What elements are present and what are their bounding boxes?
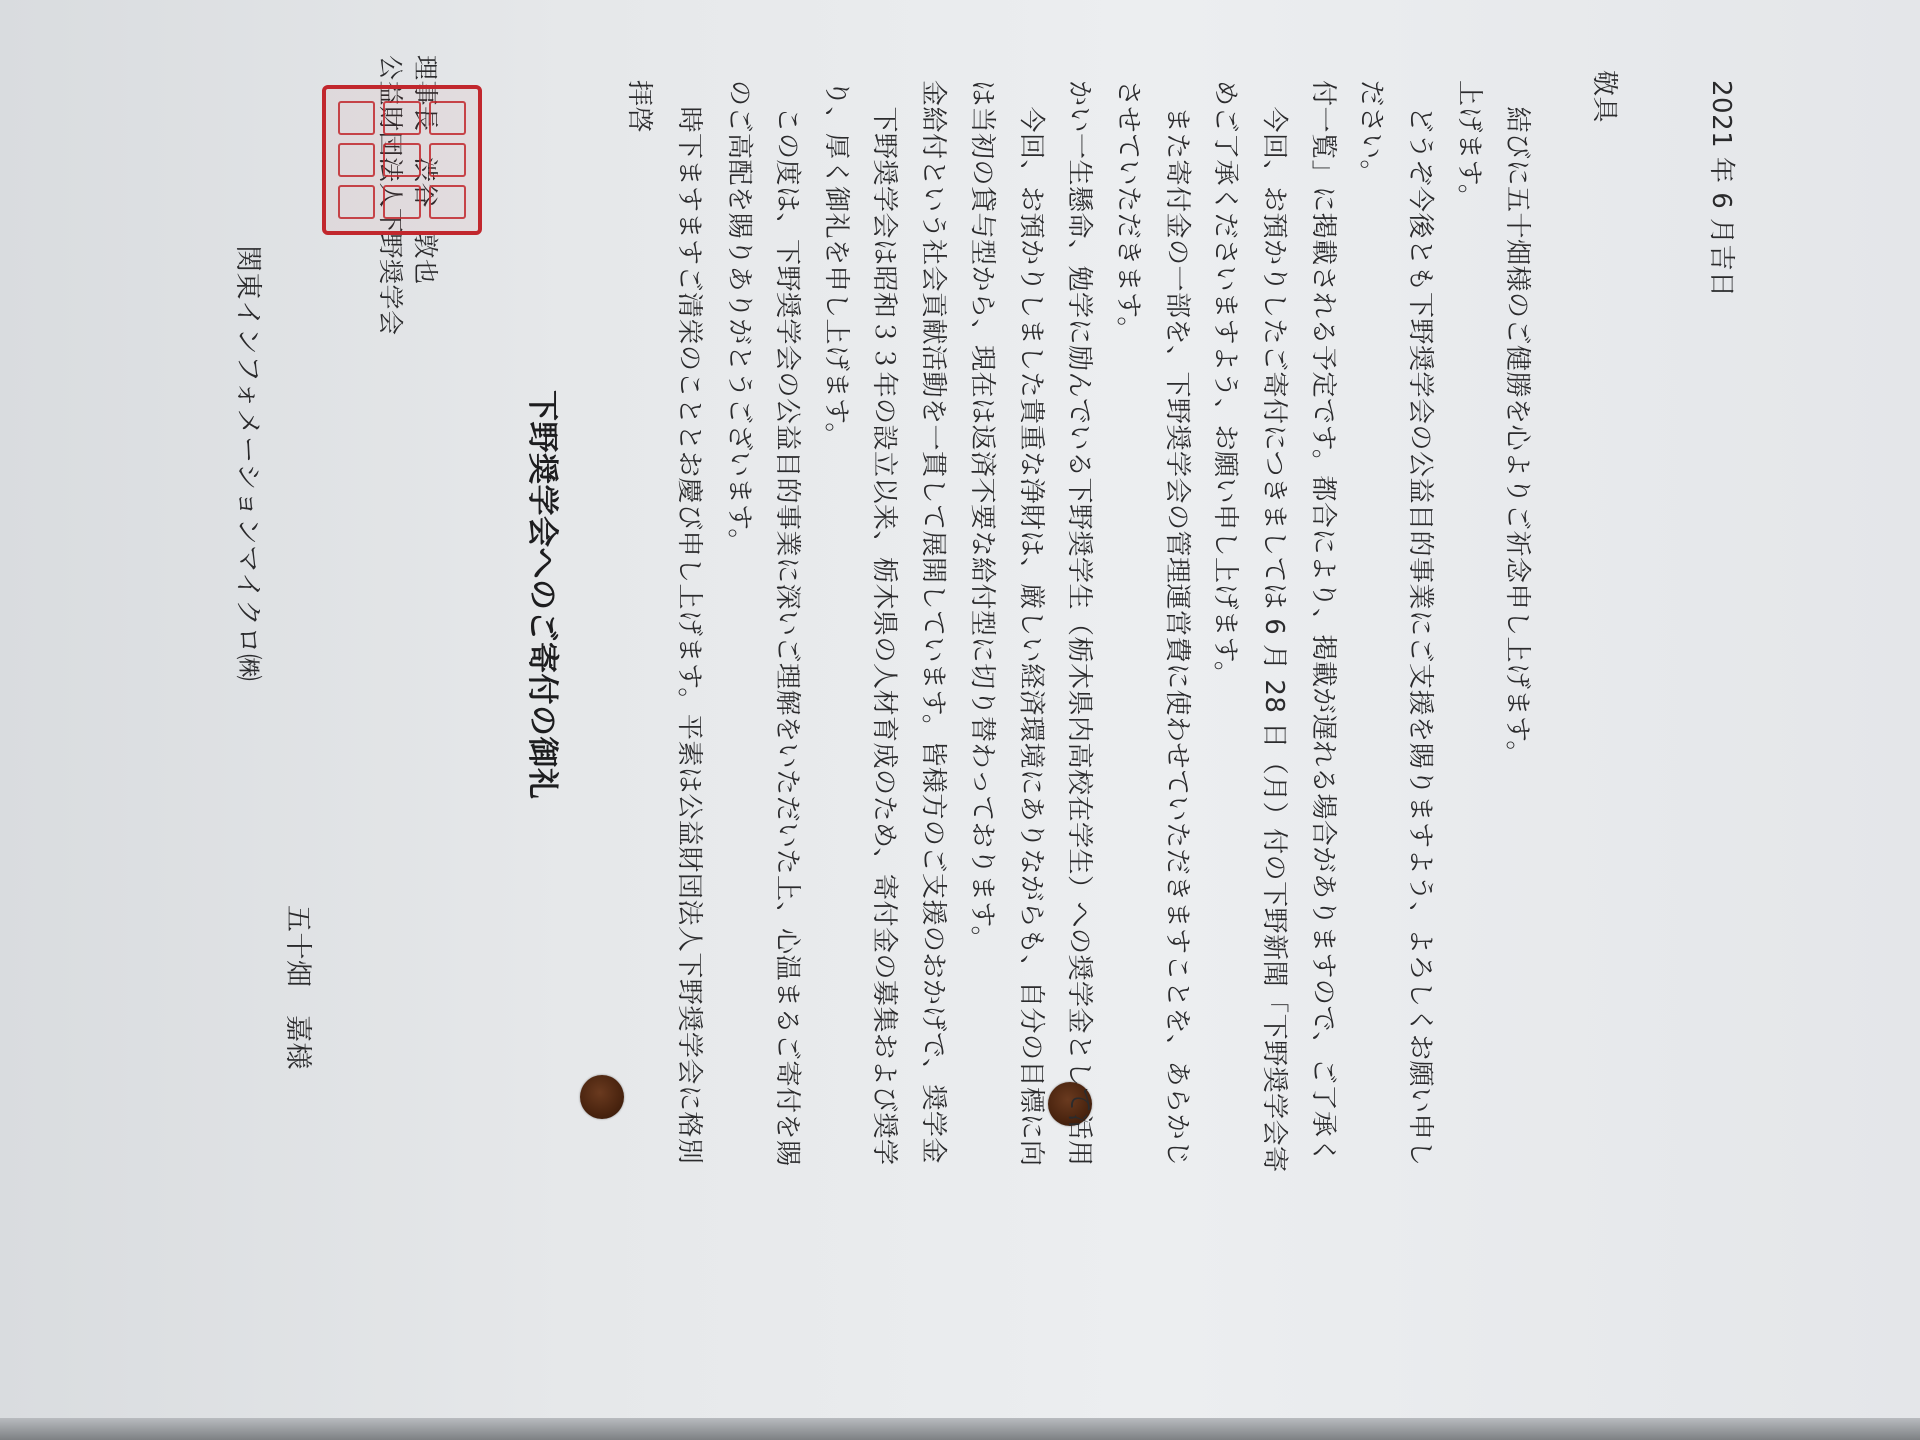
recipient-company: 関東インフォメーションマイクロ㈱ [232, 245, 263, 682]
body-line: は当初の貸与型から、現在は返済不要な給付型に切り替わっております。 [967, 80, 997, 953]
body-line: 付一覧」に掲載される予定です。都合により、掲載が遅れる場合がありますので、ご了承く [1308, 80, 1338, 1164]
body-line: 今回、お預かりしました貴重な浄財は、厳しい経済環境にありながらも、自分の目標に向 [1016, 80, 1046, 1167]
sender-name: 理事長 渋谷 敦也 [411, 55, 440, 285]
body-line: また寄付金の一部を、下野奨学会の管理運営費に使わせていただきますことを、あらかじ [1162, 80, 1192, 1167]
body-line: ださい。 [1356, 80, 1386, 187]
body-line: この度は、下野奨学会の公益目的事業に深いご理解をいただいた上、心温まるご寄付を賜 [772, 80, 802, 1167]
closing-word: 敬具 [1589, 70, 1619, 124]
body-line: 下野奨学会は昭和３３年の設立以来、栃木県の人材育成のため、寄付金の募集および奨学 [869, 80, 899, 1166]
body-line: 今回、お預かりしたご寄付につきましては 6 月 28 日（月）付の下野新聞「下野奨学会寄 [1259, 80, 1289, 1173]
body-line: 結びに五十畑様のご健勝を心よりご祈念申し上げます。 [1502, 80, 1532, 767]
body-line: 上げます。 [1454, 80, 1484, 211]
body-line: めご了承くださいますよう、お願い申し上げます。 [1210, 80, 1240, 688]
organization-seal [322, 85, 482, 235]
sender-org: 公益財団法人下野奨学会 [376, 55, 405, 336]
body-line: 金給付という社会貢献活動を一貫して展開しています。皆様方のご支援のおかげで、奨学金 [918, 80, 948, 1164]
letter-date: 2021 年 6 月吉日 [1706, 80, 1736, 298]
body-line: かい一生懸命、勉学に励んでいる下野奨学生（栃木県内高校在学生）への奨学金として活用 [1064, 80, 1094, 1167]
letter-title: 下野奨学会へのご寄付の御礼 [524, 390, 560, 800]
body-line: 拝啓 [624, 80, 654, 134]
recipient-person: 五十畑 嘉様 [282, 905, 313, 1070]
body-line: のご高配を賜りありがとうございます。 [724, 80, 754, 555]
body-line: させていただきます。 [1113, 80, 1143, 343]
body-line: どうぞ今後とも下野奨学会の公益目的事業にご支援を賜りますよう、よろしくお願い申し [1405, 80, 1435, 1167]
body-line: 時下ますますご清栄のこととお慶び申し上げます。平素は公益財団法人下野奨学会に格別 [674, 80, 704, 1165]
body-line: り、厚く御礼を申し上げます。 [821, 80, 851, 449]
